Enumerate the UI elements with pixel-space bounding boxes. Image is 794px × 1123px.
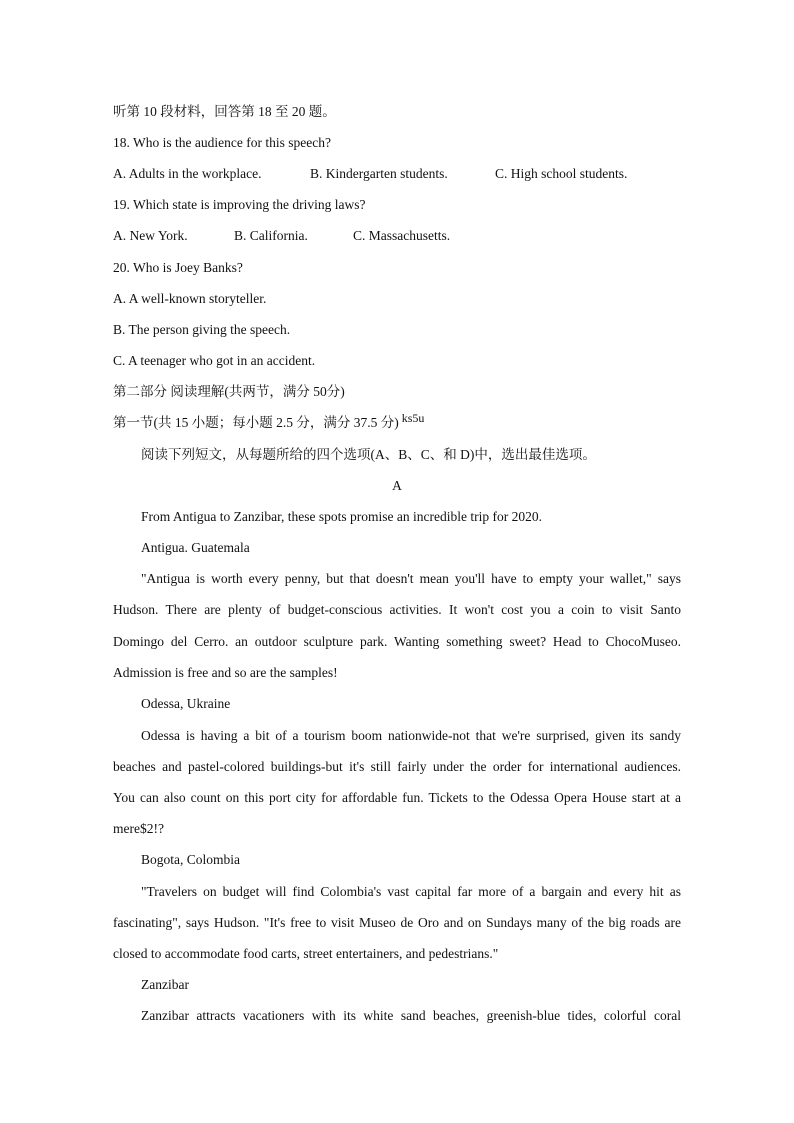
question-20: 20. Who is Joey Banks?: [113, 260, 243, 275]
passage-label: A: [392, 478, 402, 493]
bogota-heading: Bogota, Colombia: [141, 852, 240, 867]
listening-heading: 听第 10 段材料，回答第 18 至 20 题。: [113, 104, 336, 119]
option-a: A. New York.: [113, 228, 188, 243]
section-one-text: 第一节(共 15 小题；每小题 2.5 分，满分 37.5 分): [113, 415, 399, 430]
passage-intro: From Antigua to Zanzibar, these spots promise an incredible trip for 2020.: [141, 509, 542, 524]
bogota-line-3: closed to accommodate food carts, street entertainers, and pedestrians.": [113, 946, 499, 961]
part-two-title: 第二部分 阅读理解(共两节，满分 50分): [113, 384, 345, 399]
zanzibar-line-1: Zanzibar attracts vacationers with its white sand beaches, greenish-blue tides, colorful coral: [141, 1008, 681, 1023]
option-b: B. California.: [234, 228, 308, 243]
odessa-line-2: beaches and pastel-colored buildings-but it's still fairly under the order for international audiences.: [113, 759, 681, 774]
question-20-option-a: A. A well-known storyteller.: [113, 291, 267, 306]
question-18: 18. Who is the audience for this speech?: [113, 135, 331, 150]
option-c: C. Massachusetts.: [353, 228, 451, 243]
option-a: A. Adults in the workplace.: [113, 166, 262, 181]
antigua-line-4: Admission is free and so are the samples!: [113, 665, 338, 680]
option-c: C. High school students.: [495, 166, 628, 181]
question-19-options: [113, 226, 450, 246]
antigua-line-3: Domingo del Cerro. an outdoor sculpture park. Wanting something sweet? Head to ChocoMuseo.: [113, 634, 681, 649]
instruction: 阅读下列短文，从每题所给的四个选项(A、B、C、和 D)中，选出最佳选项。: [141, 447, 596, 462]
bogota-line-1: "Travelers on budget will find Colombia's vast capital far more of a bargain and every hit as: [141, 884, 681, 899]
question-18-options: [113, 164, 627, 184]
question-19: 19. Which state is improving the driving laws?: [113, 197, 366, 212]
option-b: B. Kindergarten students.: [310, 166, 448, 181]
antigua-line-2: Hudson. There are plenty of budget-conscious activities. It won't cost you a coin to visit Santo: [113, 602, 681, 617]
odessa-line-4: mere$2!?: [113, 821, 164, 836]
watermark-text: ks5u: [401, 411, 425, 425]
odessa-line-1: Odessa is having a bit of a tourism boom nationwide-not that we're surprised, given its sandy: [141, 728, 681, 743]
odessa-line-3: You can also count on this port city for affordable fun. Tickets to the Odessa Opera House start at a: [113, 790, 681, 805]
antigua-heading: Antigua. Guatemala: [141, 540, 250, 555]
question-20-option-c: C. A teenager who got in an accident.: [113, 353, 316, 368]
section-one-title: [113, 413, 424, 433]
bogota-line-2: fascinating", says Hudson. "It's free to visit Museo de Oro and on Sundays many of the big roads are: [113, 915, 681, 930]
odessa-heading: Odessa, Ukraine: [141, 696, 231, 711]
zanzibar-heading: Zanzibar: [141, 977, 189, 992]
antigua-line-1: "Antigua is worth every penny, but that doesn't mean you'll have to empty your wallet," says: [141, 571, 681, 586]
question-20-option-b: B. The person giving the speech.: [113, 322, 291, 337]
